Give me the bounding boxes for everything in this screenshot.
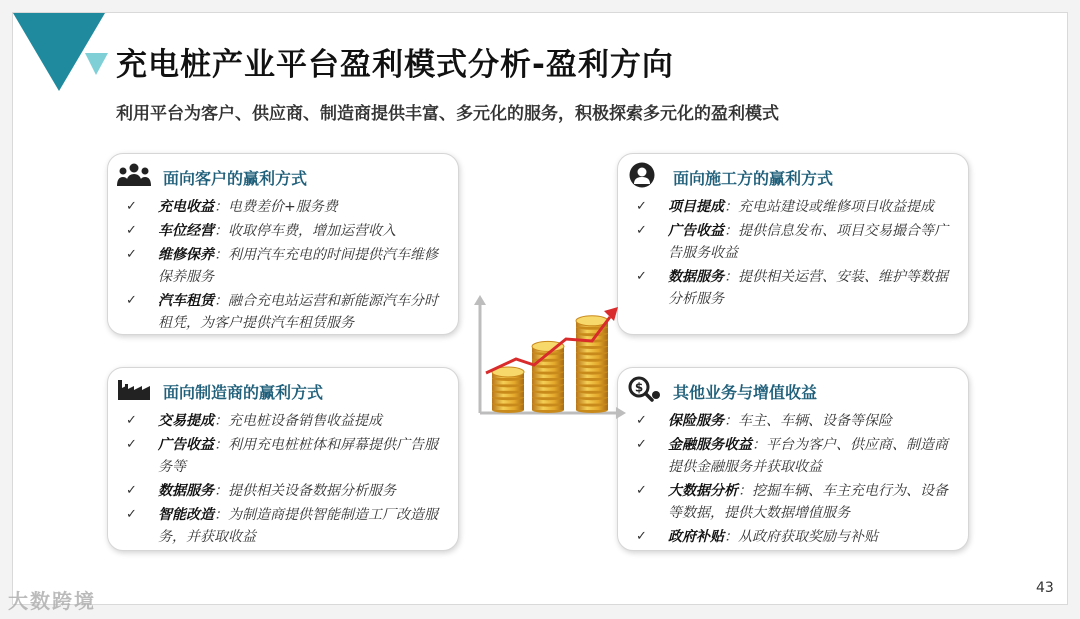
item-label: 广告收益: [668, 223, 724, 239]
check-icon: ✓: [126, 437, 137, 452]
card-title: 面向施工方的赢利方式: [673, 169, 834, 188]
item-desc: ：融合充电站运营和新能源汽车分时租凭，为客户提供汽车租赁服务: [158, 293, 438, 331]
item-label: 维修保养: [158, 247, 214, 263]
svg-text:$: $: [634, 380, 644, 395]
item-label: 广告收益: [158, 437, 214, 453]
card-customer: [107, 153, 459, 335]
people-icon: [116, 162, 152, 188]
item-desc: ：从政府获取奖励与补贴: [724, 529, 878, 545]
list-item: [126, 220, 446, 242]
corner-triangle-decoration: [13, 13, 113, 93]
item-desc: ：车主、车辆、设备等保险: [724, 413, 892, 429]
item-desc: ：提供信息发布、项目交易撮合等广告服务收益: [668, 223, 948, 261]
worker-icon: [626, 162, 662, 188]
item-label: 数据服务: [158, 483, 214, 499]
list-item: [126, 434, 446, 478]
item-list: [636, 410, 956, 550]
list-item: [126, 244, 446, 288]
check-icon: ✓: [126, 247, 137, 262]
card-title: 面向客户的赢利方式: [163, 169, 308, 188]
item-label: 金融服务收益: [668, 437, 752, 453]
item-list: [636, 196, 956, 312]
check-icon: ✓: [636, 529, 647, 544]
check-icon: ✓: [126, 507, 137, 522]
item-label: 智能改造: [158, 507, 214, 523]
card-title: 其他业务与增值收益: [673, 383, 818, 402]
item-desc: ：提供相关设备数据分析服务: [214, 483, 396, 499]
item-label: 交易提成: [158, 413, 214, 429]
check-icon: ✓: [126, 199, 137, 214]
item-label: 项目提成: [668, 199, 724, 215]
list-item: [636, 266, 956, 310]
page-number: 43: [1036, 580, 1054, 596]
list-item: [636, 196, 956, 218]
item-label: 充电收益: [158, 199, 214, 215]
list-item: [636, 526, 956, 548]
page-title: 充电桩产业平台盈利模式分析-盈利方向: [116, 47, 674, 83]
item-desc: ：为制造商提供智能制造工厂改造服务，并获取收益: [158, 507, 438, 545]
item-label: 汽车租赁: [158, 293, 214, 309]
coin-growth-illustration: [468, 295, 628, 425]
list-item: [636, 480, 956, 524]
item-label: 政府补贴: [668, 529, 724, 545]
check-icon: ✓: [636, 199, 647, 214]
item-label: 数据服务: [668, 269, 724, 285]
check-icon: ✓: [636, 269, 647, 284]
x-axis-arrow: [616, 407, 626, 419]
item-label: 大数据分析: [668, 483, 738, 499]
y-axis-arrow: [474, 295, 486, 305]
check-icon: ✓: [636, 437, 647, 452]
list-item: [126, 410, 446, 432]
list-item: [126, 290, 446, 334]
item-desc: ：充电桩设备销售收益提成: [214, 413, 382, 429]
list-item: [636, 410, 956, 432]
item-label: 车位经营: [158, 223, 214, 239]
card-manufacturer: [107, 367, 459, 551]
item-desc: ：挖掘车辆、车主充电行为、设备等数据，提供大数据增值服务: [668, 483, 948, 521]
list-item: [126, 196, 446, 218]
check-icon: ✓: [636, 223, 647, 238]
check-icon: ✓: [126, 413, 137, 428]
list-item: [636, 434, 956, 478]
card-other-business: [617, 367, 969, 551]
item-desc: ：收取停车费，增加运营收入: [214, 223, 396, 239]
item-desc: ：电费差价+服务费: [214, 199, 338, 215]
item-list: [126, 410, 446, 550]
list-item: [126, 504, 446, 548]
check-icon: ✓: [636, 413, 647, 428]
item-label: 保险服务: [668, 413, 724, 429]
item-desc: ：利用充电桩桩体和屏幕提供广告服务等: [158, 437, 438, 475]
card-construction: [617, 153, 969, 335]
money-search-icon: [626, 376, 662, 402]
item-desc: ：平台为客户、供应商、制造商提供金融服务并获取收益: [668, 437, 948, 475]
coin-stacks: [492, 316, 608, 413]
check-icon: ✓: [126, 483, 137, 498]
watermark: 大数跨境: [8, 589, 96, 613]
page-subtitle: 利用平台为客户、供应商、制造商提供丰富、多元化的服务，积极探索多元化的盈利模式: [116, 104, 779, 124]
list-item: [636, 220, 956, 264]
check-icon: ✓: [126, 293, 137, 308]
card-title: 面向制造商的赢利方式: [163, 383, 324, 402]
list-item: [126, 480, 446, 502]
check-icon: ✓: [636, 483, 647, 498]
item-desc: ：充电站建设或维修项目收益提成: [724, 199, 934, 215]
item-list: [126, 196, 446, 336]
check-icon: ✓: [126, 223, 137, 238]
item-desc: ：提供相关运营、安装、维护等数据分析服务: [668, 269, 948, 307]
item-desc: ：利用汽车充电的时间提供汽车维修保养服务: [158, 247, 438, 285]
slide: [12, 12, 1068, 605]
factory-icon: [116, 376, 152, 402]
